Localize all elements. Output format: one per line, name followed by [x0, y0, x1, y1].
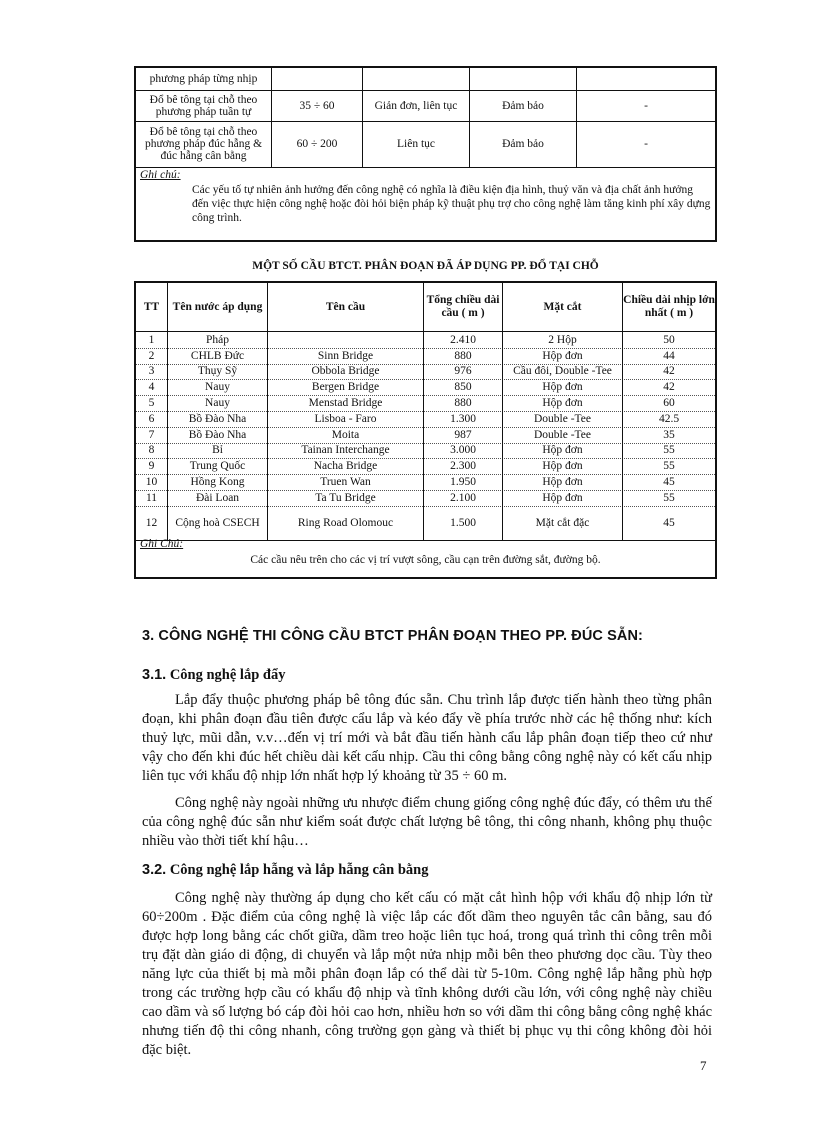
table-cell: 2.410	[424, 332, 503, 348]
table-cell: 3.000	[424, 443, 503, 459]
table-cell: 12	[136, 506, 168, 540]
table-row	[136, 348, 715, 365]
table-cell: Liên tục	[363, 121, 470, 167]
table-cell: Ta Tu Bridge	[268, 490, 424, 506]
table-cell: 44	[663, 349, 675, 362]
comparison-table	[134, 66, 717, 242]
header-tt: TT	[136, 283, 168, 331]
header-max-span: Chiều dài nhịp lớn nhất ( m )	[623, 294, 715, 319]
table-row	[136, 364, 715, 381]
table-cell: Double -Tee	[503, 411, 623, 427]
table-row	[136, 90, 715, 122]
table-cell: 880	[424, 395, 503, 411]
table-cell: 10	[136, 474, 168, 490]
table-cell: Đổ bê tông tại chỗ theo phương pháp đúc hẫng & đúc hẫng cân bằng	[136, 121, 272, 167]
table-row	[136, 443, 715, 460]
table-cell: Hộp đơn	[503, 395, 623, 411]
table-cell	[363, 68, 470, 90]
table-cell: Bồ Đào Nha	[168, 427, 268, 443]
table-cell: -	[644, 138, 648, 150]
table-cell: 55	[663, 460, 675, 473]
table-cell: Nauy	[168, 395, 268, 411]
table-cell: 1.950	[424, 474, 503, 490]
table-cell: 880	[424, 348, 503, 364]
table-cell: Bồ Đào Nha	[168, 411, 268, 427]
table-cell: Bỉ	[168, 443, 268, 459]
table-cell: Hộp đơn	[503, 474, 623, 490]
table-cell: 60 ÷ 200	[272, 121, 363, 167]
table-cell: 42.5	[658, 412, 680, 425]
paragraph: Công nghệ này thường áp dụng cho kết cấu có mặt cắt hình hộp với khẩu độ nhịp lớn từ 60÷200m . Đặc điểm của công nghệ là việc lắp các đốt dầm theo nguyên tắc cân bằng, sau đó được hợp long bằng các chốt giữa, dầm treo hoặc liên tục hoá, trong quá trình thi công trên mỗi trụ đặt dàn giáo di động, di chuyển và lắp một nửa nhịp mỗi bên theo phương dọc cầu. Tùy theo năng lực của thiết bị mà mỗi phân đoạn lắp có thể dài từ 5-10m. Công nghệ lắp hẫng phù hợp trong các trường hợp cầu có khẩu độ nhịp và tĩnh không dưới cầu lớn, với công nghệ này chiều cao dầm và số lượng bó cáp đòi hỏi cao hơn, nhiều hơn so với dầm thi công bằng công nghệ khác nhưng tiến độ thi công nhanh, công trường gọn gàng và thiết bị phục vụ thi công không đòi hỏi đặc biệt.	[142, 890, 712, 1058]
table-row	[136, 395, 715, 412]
table-cell: 850	[424, 379, 503, 395]
table-cell: Mặt cắt đặc	[503, 506, 623, 540]
table-header	[136, 283, 715, 332]
table-cell: Hồng Kong	[168, 474, 268, 490]
table-cell: Hộp đơn	[503, 490, 623, 506]
table-cell: Đài Loan	[168, 490, 268, 506]
table-cell: Obbola Bridge	[268, 364, 424, 380]
table-cell: Hộp đơn	[503, 458, 623, 474]
header-total-length: Tổng chiều dài cầu ( m )	[424, 283, 503, 331]
note-text: Các yếu tố tự nhiên ảnh hưởng đến công nghệ có nghĩa là điều kiện địa hình, thuỷ văn và địa chất ảnh hưởng đến việc thực hiện công nghệ hoặc đòi hỏi biện pháp kỹ thuật phụ trợ cho công nghệ làm tăng kinh phí xây dựng công trình.	[192, 184, 711, 224]
subsection-title: Công nghệ lắp hẫng và lắp hẫng cân bằng	[169, 862, 429, 878]
table-cell: Đổ bê tông tại chỗ theo phương pháp tuần tự	[136, 90, 272, 121]
subsection-number: 3.1.	[142, 667, 167, 683]
table-cell: 7	[136, 427, 168, 443]
table-row	[136, 490, 715, 507]
subsection-number: 3.2.	[142, 862, 167, 878]
table-row	[136, 458, 715, 475]
subsection-heading	[142, 862, 428, 879]
subsection-heading	[142, 667, 285, 684]
table-cell: 1	[136, 332, 168, 348]
table-cell	[272, 68, 363, 90]
table-cell: Cộng hoà CSECH	[168, 506, 268, 540]
table-cell: 45	[663, 516, 675, 529]
table-cell: 3	[136, 364, 168, 380]
table-cell: -	[644, 99, 648, 112]
header-country: Tên nước áp dụng	[168, 283, 268, 331]
note-text: Các cầu nêu trên cho các vị trí vượt sông, cầu cạn trên đường sắt, đường bộ.	[250, 554, 601, 566]
table-row	[136, 411, 715, 428]
table-cell: Moita	[268, 427, 424, 443]
table-title: MỘT SỐ CẦU BTCT. PHÂN ĐOẠN ĐÃ ÁP DỤNG PP. ĐỔ TẠI CHỖ	[252, 260, 599, 272]
table-cell: 45	[663, 476, 675, 489]
table-cell: Ring Road Olomouc	[268, 506, 424, 540]
table-row	[136, 68, 715, 91]
table-cell: phương pháp từng nhịp	[136, 68, 272, 90]
table-row	[136, 506, 715, 541]
table-cell: Hộp đơn	[503, 348, 623, 364]
table-cell: 35 ÷ 60	[272, 90, 363, 121]
table-cell: Sinn Bridge	[268, 348, 424, 364]
paragraph: Công nghệ này ngoài những ưu nhược điểm chung giống công nghệ đúc đẩy, có thêm ưu thế của công nghệ đúc sẵn như kiểm soát được chất lượng bê tông, thi công nhanh, không phụ thuộc nhiều vào thời tiết khí hậu…	[142, 795, 712, 849]
table-cell: 987	[424, 427, 503, 443]
note-title: Ghi Chú:	[140, 538, 184, 550]
table-cell	[268, 332, 424, 348]
header-cross-section: Mặt cắt	[503, 283, 623, 331]
table-cell: 60	[663, 397, 675, 410]
table-cell: 2	[136, 348, 168, 364]
table-cell: Cầu đôi, Double -Tee	[503, 364, 623, 380]
table-cell: Nacha Bridge	[268, 458, 424, 474]
table-cell: Menstad Bridge	[268, 395, 424, 411]
table-cell: 35	[663, 428, 675, 441]
note-title: Ghi chú:	[140, 169, 181, 181]
table-cell: Thụy Sỹ	[168, 364, 268, 380]
table-cell: Đảm bảo	[470, 121, 577, 167]
table-cell: Nauy	[168, 379, 268, 395]
table-cell: 8	[136, 443, 168, 459]
section-heading: 3. CÔNG NGHỆ THI CÔNG CẦU BTCT PHÂN ĐOẠN THEO PP. ĐÚC SẴN:	[142, 628, 643, 644]
table-cell: Tainan Interchange	[268, 443, 424, 459]
table-row	[136, 379, 715, 396]
paragraph: Lắp đẩy thuộc phương pháp bê tông đúc sẵn. Chu trình lắp được tiến hành theo từng phân đoạn, khi phân đoạn đầu tiên được cẩu lắp và kéo đẩy về phía trước nhờ các hệ thống như: kích thuỷ lực, mũi dẫn, v.v…đến vị trí mới và bắt đầu tiến hành cẩu lắp phân đoạn tiếp theo cứ như vậy cho đến khi đúc hết chiều dài kết cấu nhịp. Cầu thi công bằng công nghệ này có kết cấu nhịp liên tục với khẩu độ nhịp lớn nhất hợp lý khoảng từ 35 ÷ 60 m.	[142, 692, 712, 784]
table-cell: 4	[136, 379, 168, 395]
table-cell: Double -Tee	[503, 427, 623, 443]
table-cell: 11	[136, 490, 168, 506]
table-note	[136, 167, 715, 240]
table-row	[136, 121, 715, 168]
table-cell: 55	[663, 491, 675, 504]
table-cell: 55	[663, 444, 675, 457]
table-cell: 2 Hộp	[503, 332, 623, 348]
table-cell: 42	[663, 365, 675, 378]
table-cell: Trung Quốc	[168, 458, 268, 474]
table-cell: 2.100	[424, 490, 503, 506]
table-cell: Đảm bảo	[470, 90, 577, 121]
table-cell: CHLB Đức	[168, 348, 268, 364]
subsection-title: Công nghệ lắp đẩy	[169, 667, 286, 683]
bridge-table	[134, 281, 717, 579]
table-cell: 6	[136, 411, 168, 427]
table-cell: 976	[424, 364, 503, 380]
page-number: 7	[700, 1058, 707, 1073]
table-cell: 5	[136, 395, 168, 411]
table-cell	[577, 68, 715, 90]
table-cell: 1.500	[424, 506, 503, 540]
table-cell: 9	[136, 458, 168, 474]
table-cell: Hộp đơn	[503, 443, 623, 459]
table-cell: Pháp	[168, 332, 268, 348]
table-cell: Truen Wan	[268, 474, 424, 490]
header-bridge-name: Tên cầu	[268, 283, 424, 331]
table-cell: Giản đơn, liên tục	[363, 90, 470, 121]
table-row	[136, 474, 715, 491]
table-row	[136, 427, 715, 444]
table-cell: Lisboa - Faro	[268, 411, 424, 427]
table-cell	[470, 68, 577, 90]
table-cell: 50	[663, 333, 675, 346]
table-row	[136, 332, 715, 349]
table-cell: 42	[663, 381, 675, 394]
table-cell: Bergen Bridge	[268, 379, 424, 395]
table-cell: Hộp đơn	[503, 379, 623, 395]
table-cell: 2.300	[424, 458, 503, 474]
table-note	[136, 537, 715, 577]
table-cell: 1.300	[424, 411, 503, 427]
